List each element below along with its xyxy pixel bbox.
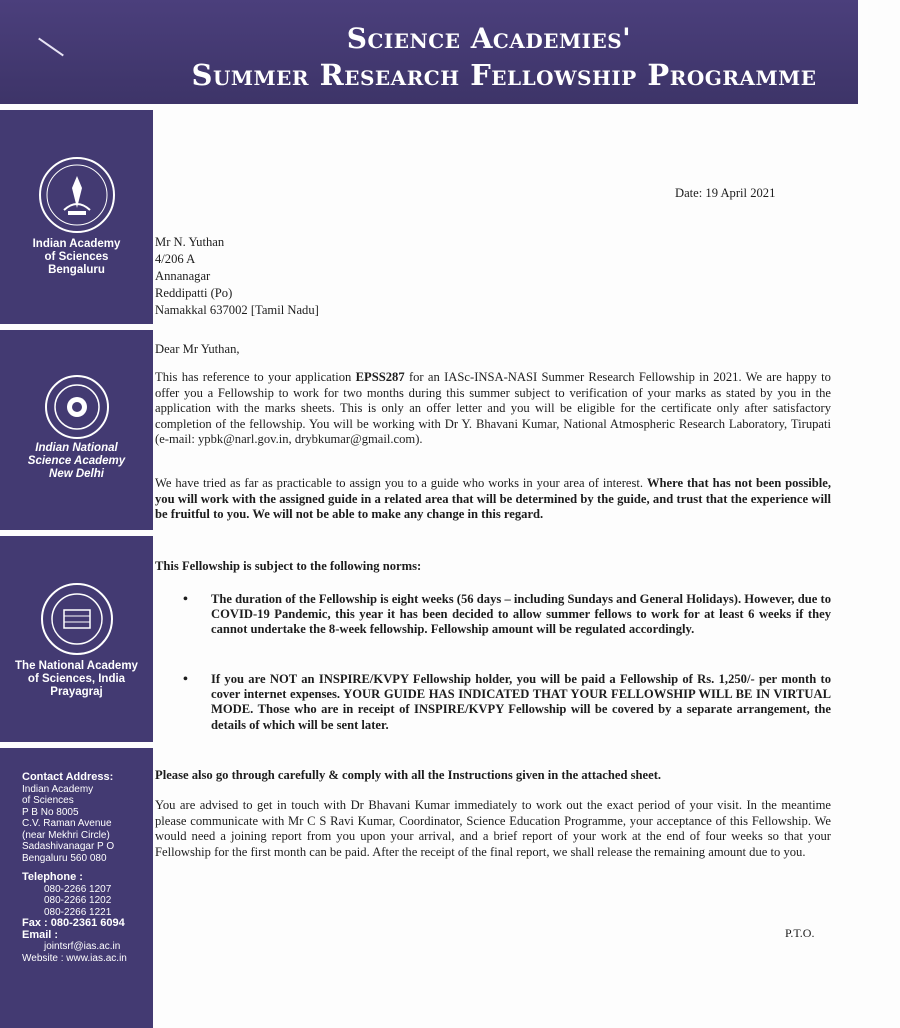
insa-seal-icon: [44, 374, 110, 440]
academy-line: Prayagraj: [50, 686, 103, 698]
header-banner: [0, 0, 858, 104]
academy-line: Indian Academy: [32, 238, 121, 250]
pto-mark: P.T.O.: [785, 926, 815, 940]
academy-panel-nasi: [0, 536, 153, 742]
academy-name-insa: [0, 442, 153, 481]
address-line: Reddipatti (Po): [155, 286, 233, 300]
website-link[interactable]: Website : www.ias.ac.in: [22, 952, 127, 964]
academy-line: New Delhi: [49, 468, 104, 480]
contact-line: Sadashivanagar P O: [22, 841, 115, 852]
contact-line: (near Mekhri Circle): [22, 829, 110, 841]
norm-bullet-duration: • The duration of the Fellowship is eight weeks (56 days – including Sundays and General Holidays). However, due to COVID-19 Pandemic, this year it has been decided to allow summer fellows to work for at least 6 weeks if they cannot undertake the 8-week fellowship. Fellowship amount will be regulated accordingly.: [211, 592, 831, 638]
address-line: Mr N. Yuthan: [155, 235, 225, 249]
academy-panel-insa: [0, 330, 153, 530]
header-title-line2: Summer Research Fellowship Programme: [191, 58, 817, 92]
letter-body: [155, 104, 855, 1028]
contact-heading: Contact Address:: [22, 771, 114, 783]
academy-line: Bengaluru: [48, 264, 105, 276]
header-title-line1: Science Academies': [346, 22, 632, 55]
academy-name-ias: [0, 238, 153, 277]
fax-number: Fax : 080-2361 6094: [22, 917, 125, 929]
academy-panel-ias: [0, 110, 153, 324]
academy-line: of Sciences: [44, 251, 109, 263]
paragraph-text: This has reference to your application: [155, 370, 356, 384]
contact-line: C.V. Raman Avenue: [22, 818, 112, 829]
academy-line: The National Academy: [15, 660, 138, 672]
contact-block: [22, 772, 127, 964]
paragraph-text-bold: Where that has not been possible, you will work with the assigned guide in a related area that will be determined by the guide, and trust that the experience will be fruitful to you. We will not be able to make any change in this regard.: [155, 476, 831, 522]
contact-line: of Sciences: [22, 795, 74, 806]
contact-line: Bengaluru 560 080: [22, 852, 107, 864]
phone-number: 080-2266 1202: [44, 895, 112, 906]
academy-line: Science Academy: [27, 455, 126, 467]
address-line: Annanagar: [155, 269, 211, 283]
paragraph-guide: [155, 476, 831, 523]
sidebar: [0, 104, 153, 1028]
contact-panel: [0, 748, 153, 1028]
application-code: EPSS287: [355, 370, 405, 384]
norms-heading: This Fellowship is subject to the following norms:: [155, 559, 422, 573]
address-line: Namakkal 637002 [Tamil Nadu]: [155, 303, 319, 317]
contact-line: P B No 8005: [22, 806, 79, 818]
paragraph-offer: [155, 370, 831, 448]
email-label: Email :: [22, 928, 59, 941]
phone-number: 080-2266 1207: [44, 883, 112, 895]
nasi-seal-icon: [40, 582, 114, 656]
academy-line: Indian National: [35, 442, 118, 454]
norm-bullet-payment: • If you are NOT an INSPIRE/KVPY Fellowship holder, you will be paid a Fellowship of Rs. 1,250/- per month to cover internet expenses. YOUR GUIDE HAS INDICATED THAT YOUR FELLOWSHIP WILL BE IN VIRTUAL MODE. Those who are in receipt of INSPIRE/KVPY Fellowship will be covered by a separate arrangement, the details of which will be sent later.: [211, 672, 831, 733]
recipient-address: [155, 234, 319, 319]
salutation: Dear Mr Yuthan,: [155, 342, 240, 356]
instructions-note: Please also go through carefully & comply with all the Instructions given in the attached sheet.: [155, 768, 662, 782]
academy-line: of Sciences, India: [27, 673, 126, 685]
contact-line: Indian Academy: [22, 783, 94, 795]
paragraph-contact-guide: You are advised to get in touch with Dr Bhavani Kumar immediately to work out the exact period of your visit. In the meantime please communicate with Mr C S Ravi Kumar, Coordinator, Science Education Programme, your acceptance of this Fellowship. We would need a joining report from you upon your arrival, and a brief report of your work at the end of four weeks so that your Fellowship for the first month can be paid. After the receipt of the final report, we shall release the remaining amount due to you.: [155, 798, 831, 859]
email-link[interactable]: jointsrf@ias.ac.in: [44, 941, 121, 952]
paragraph-text: We have tried as far as practicable to assign you to a guide who works in your area of interest.: [155, 476, 647, 490]
phone-number: 080-2266 1221: [44, 906, 112, 918]
telephone-label: Telephone :: [22, 871, 83, 883]
letter-date: Date: 19 April 2021: [675, 186, 776, 200]
academy-name-nasi: [0, 660, 153, 699]
ias-seal-icon: [38, 156, 116, 234]
paragraph-text: for an IASc-INSA-NASI Summer Research Fellowship in 2021. We are happy to offer you a Fellowship to work for two months during this summer subject to verification of your marks as stated by you in the application with the marks sheets. This is only an offer letter and you will be eligible for the certificate only after satisfactory completion of the fellowship. You will be working with Dr Y. Bhavani Kumar, National Atmospheric Research Laboratory, Tirupati (e-mail: ypbk@narl.gov.in, drybkumar@gmail.com).: [155, 370, 831, 447]
address-line: 4/206 A: [155, 252, 196, 266]
